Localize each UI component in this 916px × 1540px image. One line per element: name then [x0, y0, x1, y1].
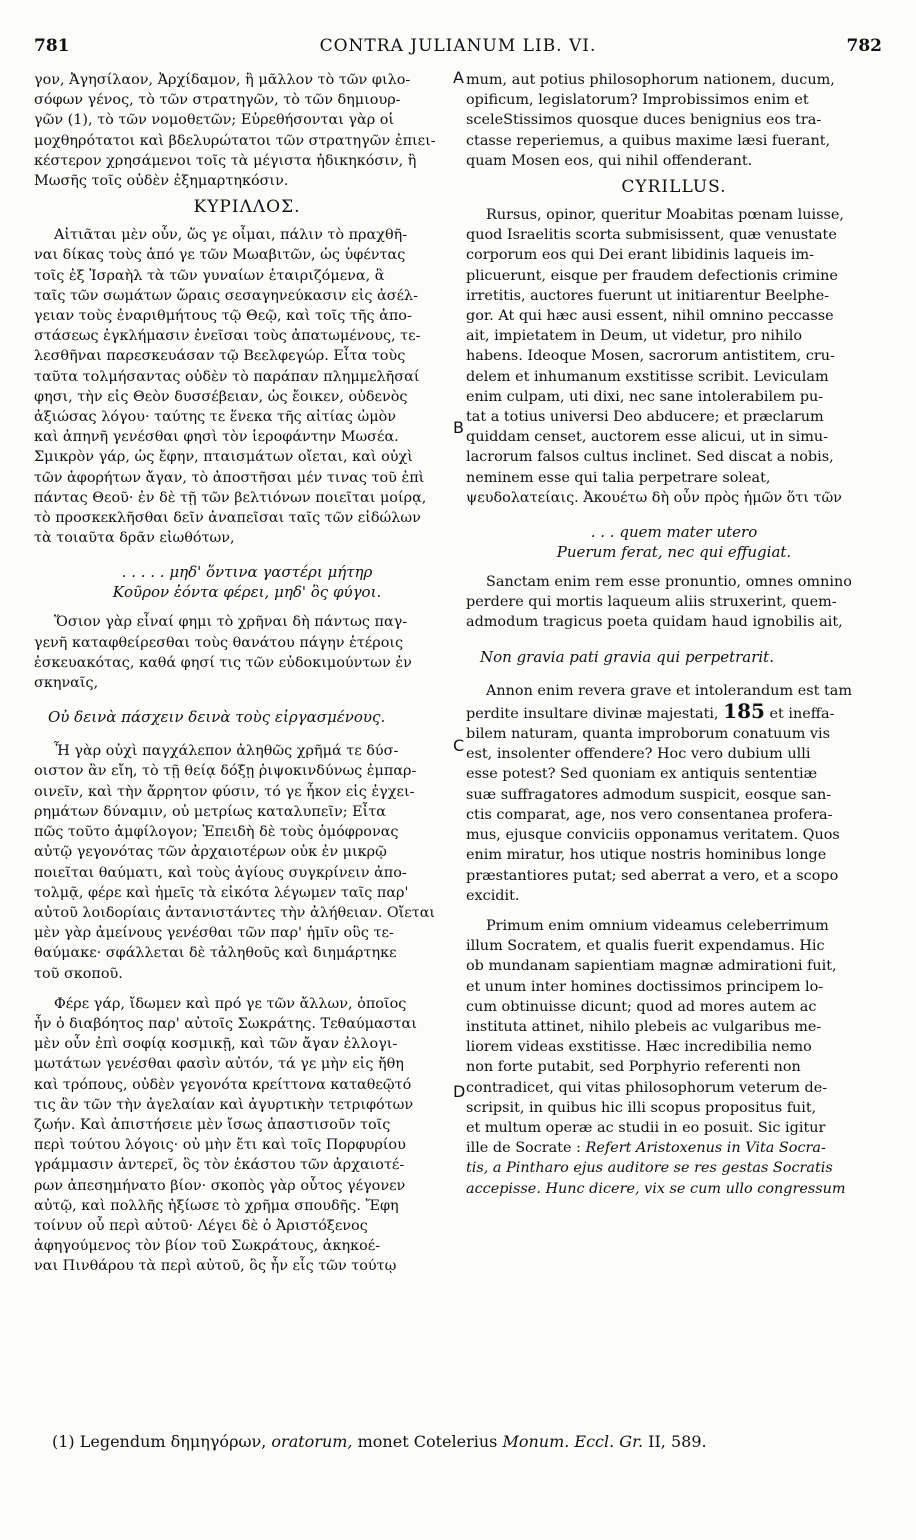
latin-quote: Non gravia pati gravia qui perpetrarit.	[480, 647, 774, 666]
latin-greek-line: ψευδολατείαις. Ἀκουέτω δὴ οὖν πρὸς ἡμῶν ὅτι τῶν	[466, 489, 842, 506]
page-number-left: 781	[34, 36, 70, 56]
latin-paragraph-1: mum, aut potius philosophorum nationem, ducum, opificum, legislatorum? Improbissimos enim et sceleStissimos quosque duces benignius eos tra- ctasse reperiemus, a quibus maxime læsi fuerant, quam Mosen eos, qui nihil offenderant.	[466, 72, 835, 169]
page-header	[34, 36, 882, 66]
latin-paragraph-4	[466, 681, 882, 906]
latin-poem-line-1: . . . quem mater utero	[590, 523, 758, 542]
greek-poem-line-2: Κοῦρον ἐόντα φέρει, μηδ' ὃς φύγοι.	[112, 583, 382, 602]
greek-paragraph-3: Ὅσιον γὰρ εἶναί φημι τὸ χρῆναι δὴ πάντως παγ- γενῆ καταφθείρεσθαι τοὺς θανάτου πάγην ἑτέροις ἐσκευακότας, καθά φησί τις τῶν εὐδοκιμούντων ἐν σκηναῖς,	[34, 614, 412, 692]
running-title: CONTRA JULIANUM LIB. VI.	[319, 36, 597, 56]
margin-letter-a: A	[453, 68, 464, 87]
latin-poem-line-2: Puerum ferat, nec qui effugiat.	[556, 543, 792, 562]
latin-paragraph-5-part-2: Refert Aristoxenus in Vita Socra- tis, a Pintharo ejus auditore se res gestas Socratis accepisse. Hunc dicere, vix se cum ullo congressum	[466, 1140, 846, 1197]
margin-letter-b: B	[453, 418, 464, 437]
greek-poem	[34, 562, 460, 602]
greek-heading: ΚΥΡΙΛΛΟΣ.	[193, 197, 301, 218]
footnote	[52, 1432, 707, 1451]
greek-paragraph-4: Ἦ γὰρ οὐχὶ παγχάλεπον ἀληθῶς χρῆμά τε δύσ- οιστον ἂν εἴη, τὸ τῇ θείᾳ δόξῃ ῥιψοκινδύνως ἐμπαρ- οινεῖν, καὶ τὴν ἄρρητον φύσιν, τό γε ἧκον εἰς ἐγχει- ρημάτων δύναμιν, οὐ μετρίως καταλυπεῖν; Εἶτα πῶς τοῦτο ἀμφίλογον; Ἐπειδὴ δὲ τοὺς ὁμόφρονας αὐτῷ γεγονότας τῶν ἀρχαιοτέρων οὐκ ἐν μικρῷ ποιεῖται θαύματι, καὶ τοὺς ἁγίους συγκρίνειν ἀπο- τολμᾷ, φέρε καὶ ἡμεῖς τὰ εἰκότα λέγωμεν ταῖς παρ' αὐτοῦ λοιδορίαις ἀντανιστάντες τὴν ἀλήθειαν. Οἴεται μὲν γὰρ ἀμείνους γενέσθαι τῶν παρ' ἡμῖν οὓς τε- θαύμακε· σφάλλεται δὲ τἀληθοῦς καὶ διημάρτηκε τοῦ σκοποῦ.	[34, 743, 436, 982]
greek-paragraph-5: Φέρε γάρ, ἴδωμεν καὶ πρό γε τῶν ἄλλων, ὁποῖος ἦν ὁ διαβόητος παρ' αὐτοῖς Σωκράτης. Τεθαύμασται μὲν οὖν ἐπὶ σοφίᾳ κοσμικῇ, καὶ τῶν ἄγαν ἐλλογι- μωτάτων γενέσθαι φασὶν αὐτόν, τά γε μὴν εἰς ἤθη καὶ τρόπους, οὐδὲν γεγονότα κρείττονα καταθεῷτό τις ἂν τῶν τὴν ἀγελαίαν καὶ ἀγυρτικὴν τετριφότων ζωήν. Καὶ ἀπιστήσειε μὲν ἴσως ἀπαστισοῦν τοῖς περὶ τούτου λόγοις· οὐ μὴν ἔτι καὶ τοῖς Πορφυρίου γράμμασιν ἀντερεῖ, ὃς τὸν ἑκάστου τῶν ἀρχαιοτέ- ρων ἀπεσημήνατο βίον· σκοπὸς γὰρ οὗτος γέγονεν αὐτῷ, καὶ πολλῆς ἠξίωσε τὸ χρῆμα σπουδῆς. Ἔφη τοίνυν οὗ περὶ αὐτοῦ· Λέγει δὲ ὁ Ἀριστόξενος ἀφηγούμενος τὸν βίον τοῦ Σωκράτους, ἀκηκοέ- ναι Πινθάρου τὰ περὶ αὐτοῦ, ὃς ἦν εἷς τῶν τούτῳ	[34, 995, 417, 1275]
footnote-part-e: II, 589.	[648, 1432, 707, 1451]
greek-quote: Οὐ δεινὰ πάσχειν δεινὰ τοὺς εἰργασμένους.	[48, 708, 386, 727]
footnote-part-c: monet Cotelerius	[357, 1432, 498, 1451]
footnote-part-a: (1) Legendum δημηγόρων,	[52, 1432, 267, 1451]
latin-paragraph-5	[466, 916, 882, 1199]
latin-paragraph-5-part-1: Primum enim omnium videamus celeberrimum illum Socratem, et qualis fuerit expendamus. Hic ob mundanam sapientiam magnæ admirationi fuit, et unum inter homines doctissimos principem lo- cum obtinuisse dicunt; quod ad mores autem ac instituta attinet, nihilo plebeis ac vulgaribus me- liorem videas exstitisse. Hæc incredibilia nemo non forte putabit, sed Porphyrio referenti non contradicet, qui vitas philosophorum veterum de- scripsit, in quibus hic illi scopus propositus fuit, et multum operæ ac studii in eo posuit. Sic igitur ille de Socrate :	[466, 917, 837, 1157]
latin-paragraph-4-part-1: Annon enim revera grave et intolerandum est tam perdite insultare divinæ majestati,	[466, 682, 853, 722]
latin-paragraph-4-part-2: et ineffa- bilem naturam, quanta improborum conatuum vis est, insolenter offendere? Hoc vero dubium ulli esse potest? Sed quoniam ex antiquis sententiæ suæ suffragatores admodum suspicit, eosque san- ctis comparat, age, nos vero consentanea profera- mus, ejusque conviciis opponamus veritatem. Quos enim miratur, hos utique nostris hominibus longe præstantiores putat; sed aberrat a vero, et a scopo excidit.	[466, 705, 840, 904]
footnote-part-d: Monum. Eccl. Gr.	[502, 1432, 644, 1451]
latin-poem	[466, 522, 882, 562]
latin-paragraph-2: Rursus, opinor, queritur Moabitas pœnam luisse, quod Israelitis scorta submisissent, quæ venustate corporum eos qui Dei erant libidinis laqueis im- plicuerunt, eisque per fraudem defectionis crimine irretitis, auctores fuerunt ut initiarentur Beelphe- gor. At qui hæc ausi essent, nihil omnino peccasse ait, impietatem in Deum, ut videtur, pro nihilo habens. Ideoque Mosen, sacrorum antistitem, cru- delem et inhumanum exstitisse scribit. Leviculam enim culpam, uti dixi, nec sane intolerabilem pu- tat a totius universi Deo abducere; et præclarum quiddam censet, auctorem esse alicui, ut in simu- lacrorum falsos cultus inclinet. Sed discat a nobis, neminem esse qui talia perpetrare soleat,	[466, 207, 844, 486]
greek-paragraph-2: Αἰτιᾶται μὲν οὖν, ὥς γε οἶμαι, πάλιν τὸ πραχθῆ- ναι δίκας τοὺς ἀπό γε τῶν Μωαβιτῶν, ὡς ὑφέντας τοῖς ἐξ Ἰσραὴλ τὰ τῶν γυναίων ἑταιριζόμενα, ἃ ταῖς τῶν σωμάτων ὥραις σεσαγηνεύκασιν εἰς ἀσέλ- γειαν τοὺς ἐναριθμήτους τῷ Θεῷ, καὶ τοῖς τῆς ἀπο- στάσεως ἐγκλήμασιν ἐνεῖσαι τοὺς ἀπατωμένους, τε- λεσθῆναι παρεσκευάσαν τῷ Βεελφεγώρ. Εἶτα τοὺς ταῦτα τολμήσαντας οὐδὲν τὸ παράπαν πλημμελῆσαί φησι, τὴν εἰς Θεὸν δυσσέβειαν, ὡς ἔοικεν, οὐδενὸς ἀξιώσας λόγου· ταύτης τε ἕνεκα τῆς αἰτίας ὠμὸν καὶ ἀπηνῆ γενέσθαι φησὶ τὸν ἱεροφάντην Μωσέα. Σμικρὸν γάρ, ὡς ἔφην, πταισμάτων οἴεται, καὶ οὐχὶ τῶν ἀφορήτων ἄγαν, τὸ ἀποστῆσαι μέν τινας τοῦ ἐπὶ πάντας Θεοῦ· ἐν δὲ τῇ τῶν βελτιόνων ποιεῖται μοίρᾳ, τὸ προσκεκλῆσθαι δεῖν ἀναπεῖσαι ταῖς τῶν εἰδώλων τὰ τοιαῦτα δρᾶν εἰωθότων,	[34, 227, 427, 547]
page-number-right: 782	[846, 36, 882, 56]
greek-poem-line-1: . . . . . μηδ' ὅντινα γαστέρι μήτηρ	[121, 563, 373, 582]
latin-column	[466, 70, 882, 1199]
greek-column	[34, 70, 460, 1277]
margin-letter-c: C	[453, 736, 465, 755]
marginal-number-185: 185	[723, 698, 765, 723]
latin-paragraph-3: Sanctam enim rem esse pronuntio, omnes omnino perdere qui mortis laqueum aliis struxerint, quem- admodum tragicus poeta quidam haud ignobilis ait,	[466, 574, 852, 631]
greek-paragraph-1: γον, Ἀγησίλαον, Ἀρχίδαμον, ἢ μᾶλλον τὸ τῶν φιλο- σόφων γένος, τὸ τῶν στρατηγῶν, τὸ τῶν δημιουρ- γῶν (1), τὸ τῶν νομοθετῶν; Εὑρεθήσονται γὰρ οἱ μοχθηρότατοι καὶ βδελυρώτατοι τῶν στρατηγῶν ἐπιει- κέστερον χρησάμενοι τοῖς τὰ μέγιστα ἠδικηκόσιν, ἢ Μωσῆς τοῖς οὐδὲν ἐξημαρτηκόσιν.	[34, 72, 436, 190]
latin-heading: CYRILLUS.	[621, 177, 727, 198]
margin-letter-d: D	[453, 1082, 466, 1101]
footnote-part-b: oratorum,	[271, 1432, 353, 1451]
